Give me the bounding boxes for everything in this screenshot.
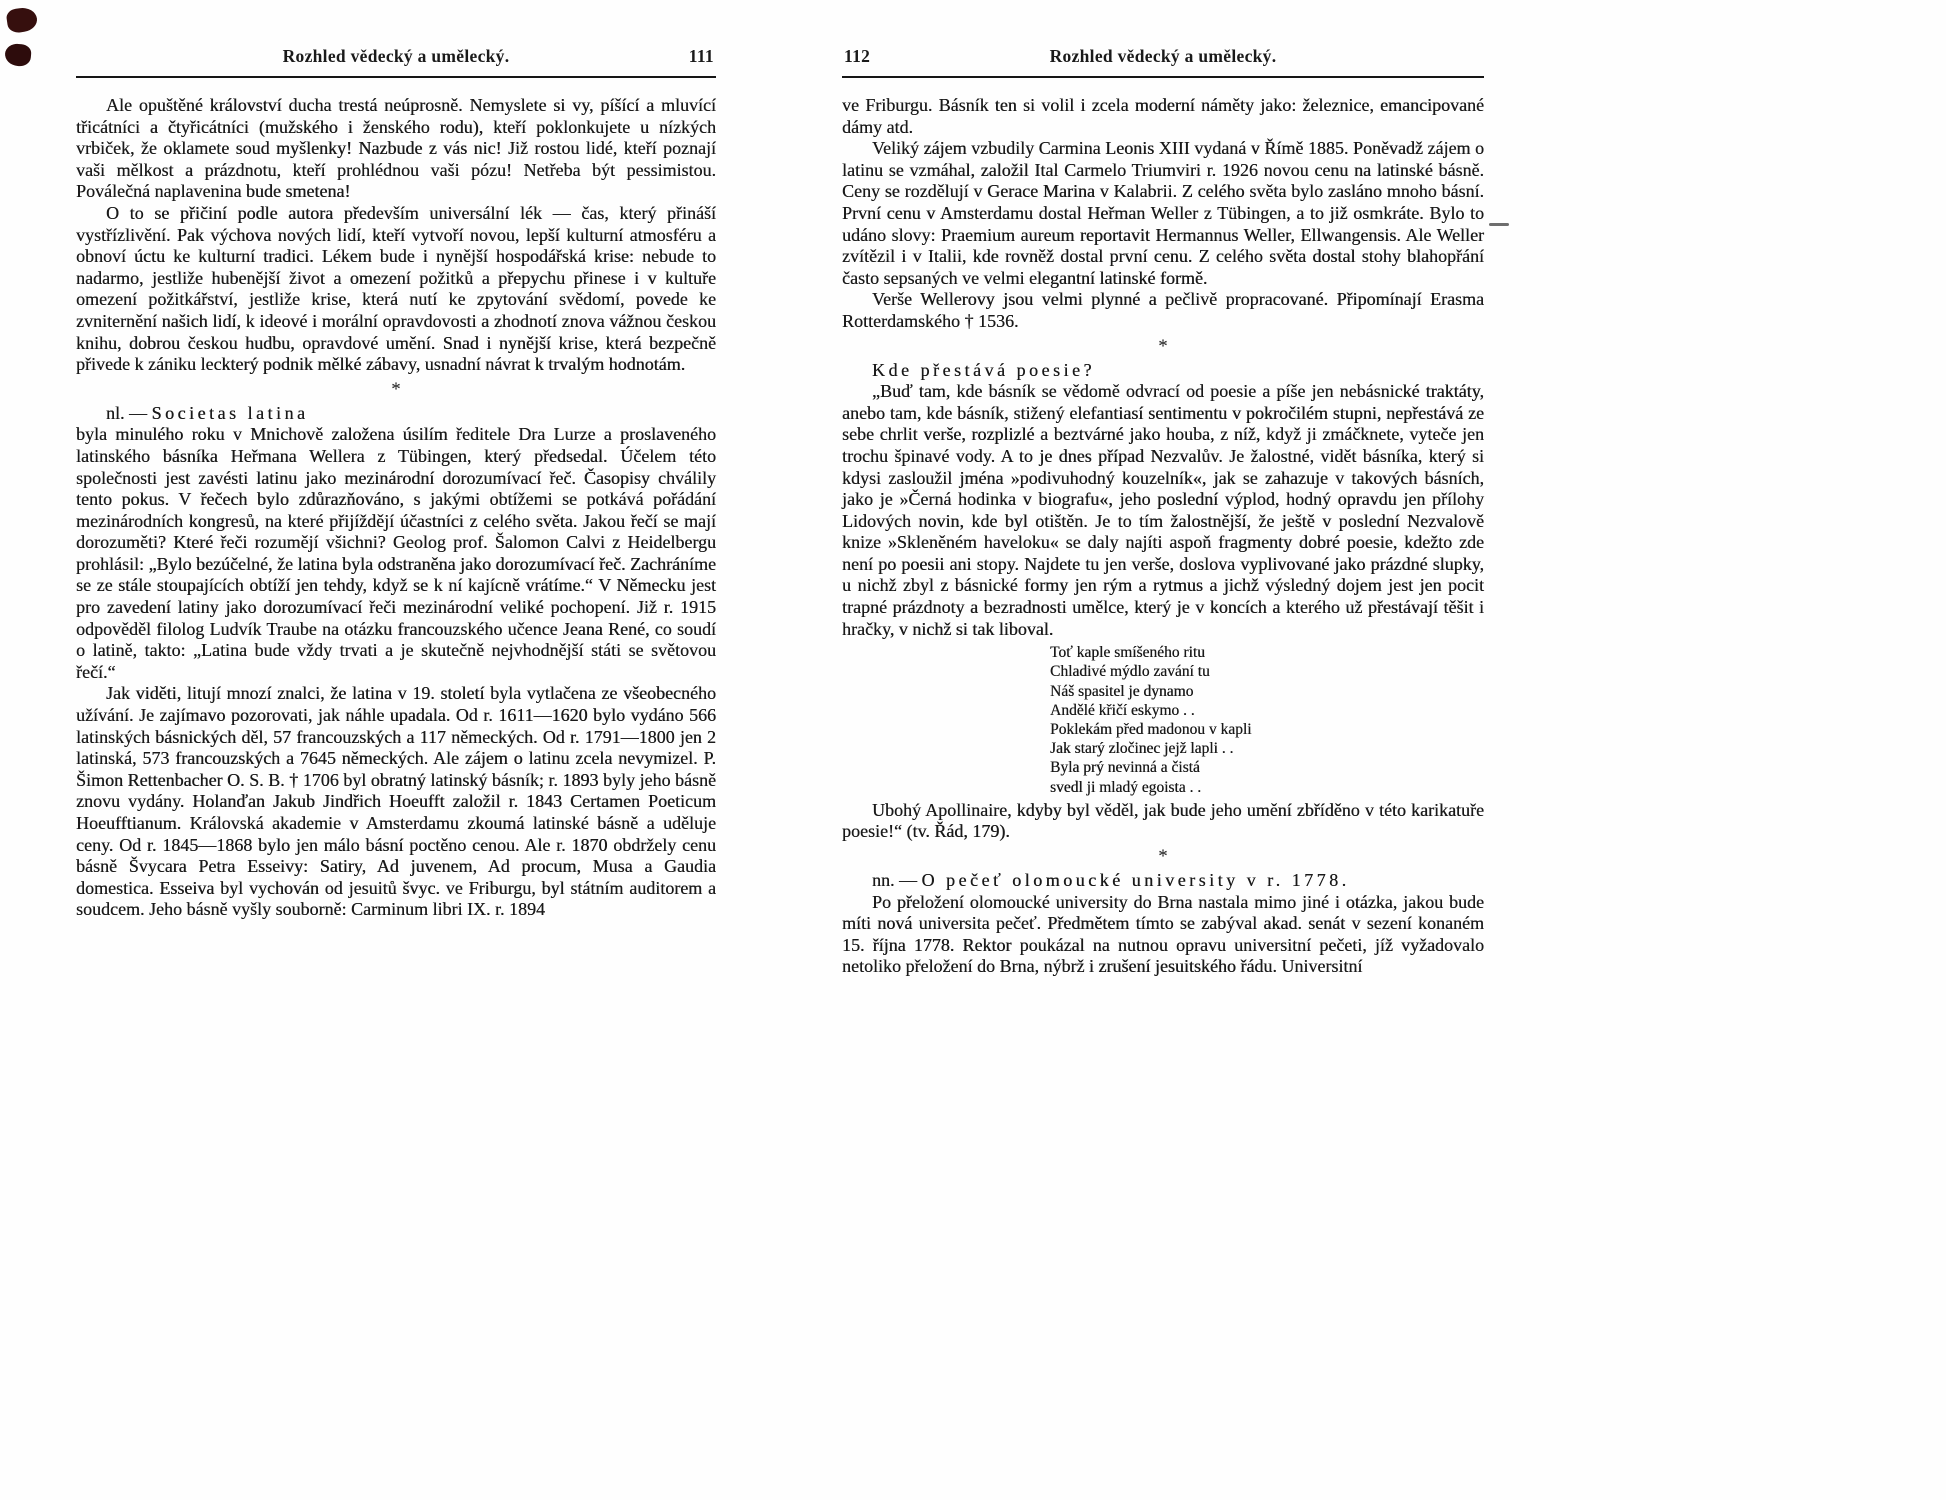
verse-block	[1050, 643, 1484, 797]
paragraph: Po přeložení olomoucké university do Brna nastala mimo jiné i otázka, jakou bude míti nová universita pečeť. Předmětem tímto se zabýval akad. senát v sezení konaném 15. října 1778. Rektor poukázal na nutnou opravu universitní pečeti, jíž vyžadovalo netoliko přeložení do Brna, nýbrž i zrušení jesuitského řádu. Universitní	[842, 891, 1484, 977]
paragraph: Ale opuštěné království ducha trestá neúprosně. Nemyslete si vy, píšící a mluvící třicátníci a čtyřicátníci (mužského i ženského rodu), kteří poklonkujete u nízkých vrbiček, že oklamete soud myšlenky! Nazbude z vás nic! Již rostou lidé, kteří poznají vaši mělkost a prázdnotu, kteří prohlédnou vaši pózu! Netřeba být pessimistou. Poválečná naplavenina bude smetena!	[76, 95, 716, 202]
section-heading-societas-latina	[76, 403, 716, 425]
verse-line: Toť kaple smíšeného ritu	[1050, 644, 1205, 662]
verse-line: Byla prý nevinná a čistá	[1050, 759, 1200, 777]
scan-artifact-ink-blot	[5, 6, 38, 34]
scan-artifact-dash	[1489, 223, 1509, 226]
section-heading-poesie: Kde přestává poesie?	[872, 359, 1095, 380]
paragraph: ve Friburgu. Básník ten si volil i zcela moderní náměty jako: železnice, emancipované dámy atd.	[842, 95, 1484, 137]
scan-artifact-ink-blot	[4, 43, 32, 67]
page-header-left	[76, 46, 716, 78]
section-prefix: nl. —	[106, 402, 152, 423]
paragraph: Ubohý Apollinaire, kdyby byl věděl, jak bude jeho umění zbříděno v této karikatuře poesie!“ (tv. Řád, 179).	[842, 799, 1484, 842]
page-body-left	[76, 95, 716, 921]
page-left	[76, 46, 716, 921]
section-separator-star: *	[391, 378, 401, 400]
page-number: 111	[688, 46, 714, 66]
verse-line: Poklekám před madonou v kapli	[1050, 721, 1252, 739]
verse-line: Náš spasitel je dynamo	[1050, 682, 1194, 700]
verse-line: Jak starý zločinec jejž lapli . .	[1050, 740, 1234, 758]
section-heading-pecet	[842, 870, 1484, 892]
page-right	[842, 46, 1484, 978]
page-header-right	[842, 46, 1484, 78]
section-separator-star: *	[1158, 846, 1168, 868]
section-separator-star: *	[1158, 335, 1168, 357]
verse-line: Andělé křičí eskymo . .	[1050, 701, 1195, 719]
section-prefix: nn. —	[872, 870, 922, 891]
paragraph: Verše Wellerovy jsou velmi plynné a pečlivě propracované. Připomínají Erasma Rotterdamského † 1536.	[842, 289, 1484, 331]
page-number: 112	[844, 46, 871, 66]
paragraph: „Buď tam, kde básník se vědomě odvrací od poesie a píše jen nebásnické traktáty, anebo tam, kde básník, stižený elefantiasí sentimentu v pokročilém stupni, nepřestává ze sebe chrlit verše, rozplizlé a beztvárné jako houba, z níž, když ji zmáčknete, vyteče jen trochu špinavé vody. A to je dnes případ Nezvalův. Je žalostné, vidět básníka, který si kdysi zasloužil jména »podivuhodný kouzelník«, jak se zahazuje v takových básních, jako je »Černá hodinka v biografu«, jeho poslední výplod, hodný opravdu jen přílohy Lidových novin, kde byl otištěn. Je to tím žalostnější, že ještě v poslední Nezvalově knize »Skleněném haveloku« se daly najíti aspoň fragmenty dobré poesie, kdežto zde není po poesii ani stopy. Najdete tu jen verše, doslova vyplivované jako prázdné slupky, u nichž zbyl z básnické formy jen rým a rytmus a jichž výsledný dojem jest jen pocit trapné prázdnoty a bezradnosti umělce, který je v koncích a kterého už přestávají těšit i hračky, v nichž si tak liboval.	[842, 381, 1484, 639]
verse-line: svedl ji mladý egoista . .	[1050, 778, 1202, 796]
paragraph: Jak viděti, litují mnozí znalci, že latina v 19. století byla vytlačena ze všeobecného užívání. Je zajímavo pozorovati, jak náhle upadala. Od r. 1611—1620 bylo vydáno 566 latinských básnických děl, 57 francouzských a 117 německých. Od r. 1791—1800 jen 2 latinská, 573 francouzských a 7645 německých. Ale zájem o latinu zcela nevymizel. P. Šimon Rettenbacher O. S. B. † 1706 byl obratný latinský básník; r. 1893 byly jeho básně znovu vydány. Holanďan Jakub Jindřich Hoeufft založil r. 1843 Certamen Poeticum Hoeufftianum. Královská akademie v Amsterdamu zkoumá latinské básně a uděluje ceny. Od r. 1845—1868 bylo jen málo básní poctěno cenou. Ale r. 1870 obdržely cenu básně Švycara Petra Esseivy: Satiry, Ad juvenem, Ad procum, Musa a Gaudia domestica. Esseiva byl vychován od jesuitů švyc. ve Friburgu, byl státním auditorem a soudcem. Jeho básně vyšly souborně: Carminum libri IX. r. 1894	[76, 683, 716, 920]
running-title: Rozhled vědecký a umělecký.	[1049, 46, 1277, 66]
page-body-right	[842, 95, 1484, 978]
running-title: Rozhled vědecký a umělecký.	[282, 46, 510, 66]
paragraph: O to se přičiní podle autora především universální lék — čas, který přináší vystřízlivění. Pak výchova nových lidí, kteří vytvoří novou, lepší kulturní atmosféru a obnoví úctu ke kulturní tradici. Lékem bude i nynější hospodářská krise: nebude to nadarmo, jestliže hubenější život a omezení požitků a přepychu přinese i v kultuře omezení požitkářství, jestliže krise, která nutí ke zpytování svědomí, povede ke zvniternění našich lidí, k ideové i morální opravdovosti a zhodnotí znova vážnou českou knihu, dobrou českou hudbu, opravdové umění. Snad i nynější krise, která bezpečně přivede k zániku leckterý podnik mělké zábavy, usnadní návrat k trvalým hodnotám.	[76, 202, 716, 375]
section-title: O pečeť olomoucké university v r. 1778.	[921, 870, 1350, 891]
paragraph: Veliký zájem vzbudily Carmina Leonis XIII vydaná v Římě 1885. Poněvadž zájem o latinu se vzmáhal, založil Ital Carmelo Triumviri r. 1926 novou cenu na latinské básně. Ceny se rozdělují v Gerace Marina v Kalabrii. Z celého světa bylo zasláno mnoho básní. První cenu v Amsterdamu dostal Heřman Weller z Tübingen, a to již osmkráte. Bylo to udáno slovy: Praemium aureum reportavit Hermannus Weller, Ellwangensis. Ale Weller zvítězil i v Italii, kde rovněž dostal první cenu. Z celého světa dostal stohy blahopřání často sepsaných ve velmi elegantní latinské formě.	[842, 138, 1484, 288]
verse-line: Chladivé mýdlo zavání tu	[1050, 663, 1210, 681]
paragraph: byla minulého roku v Mnichově založena úsilím ředitele Dra Lurze a proslaveného latinského básníka Heřmana Wellera z Tübingen, který předsedal. Účelem této společnosti jest zavésti latinu jako mezinárodní dorozumívací řeč. Časopisy chválily tento pokus. V řečech bylo zdůrazňováno, s jakými obtížemi se potkává pořádání mezinárodních kongresů, na které přijíždějí účastníci z celého světa. Jakou řečí se mají dorozuměti? Které řeči rozumějí všichni? Geolog prof. Šalomon Calvi z Heidelbergu prohlásil: „Bylo bezúčelné, že latina byla odstraněna jako dorozumívací řeč. Zachráníme se ze stále stoupajících obtíží jen tehdy, když se k ní kajícně vrátíme.“ V Německu jest pro zavedení latiny jako dorozumívací řeči mezinárodní veliké pochopení. Již r. 1915 odpověděl filolog Ludvík Traube na otázku francouzského učence Jeana René, co soudí o latině, takto: „Latina bude vždy trvati a je skutečně nejvhodnější státi se světovou řečí.“	[76, 424, 716, 682]
section-title: Societas latina	[151, 402, 309, 423]
